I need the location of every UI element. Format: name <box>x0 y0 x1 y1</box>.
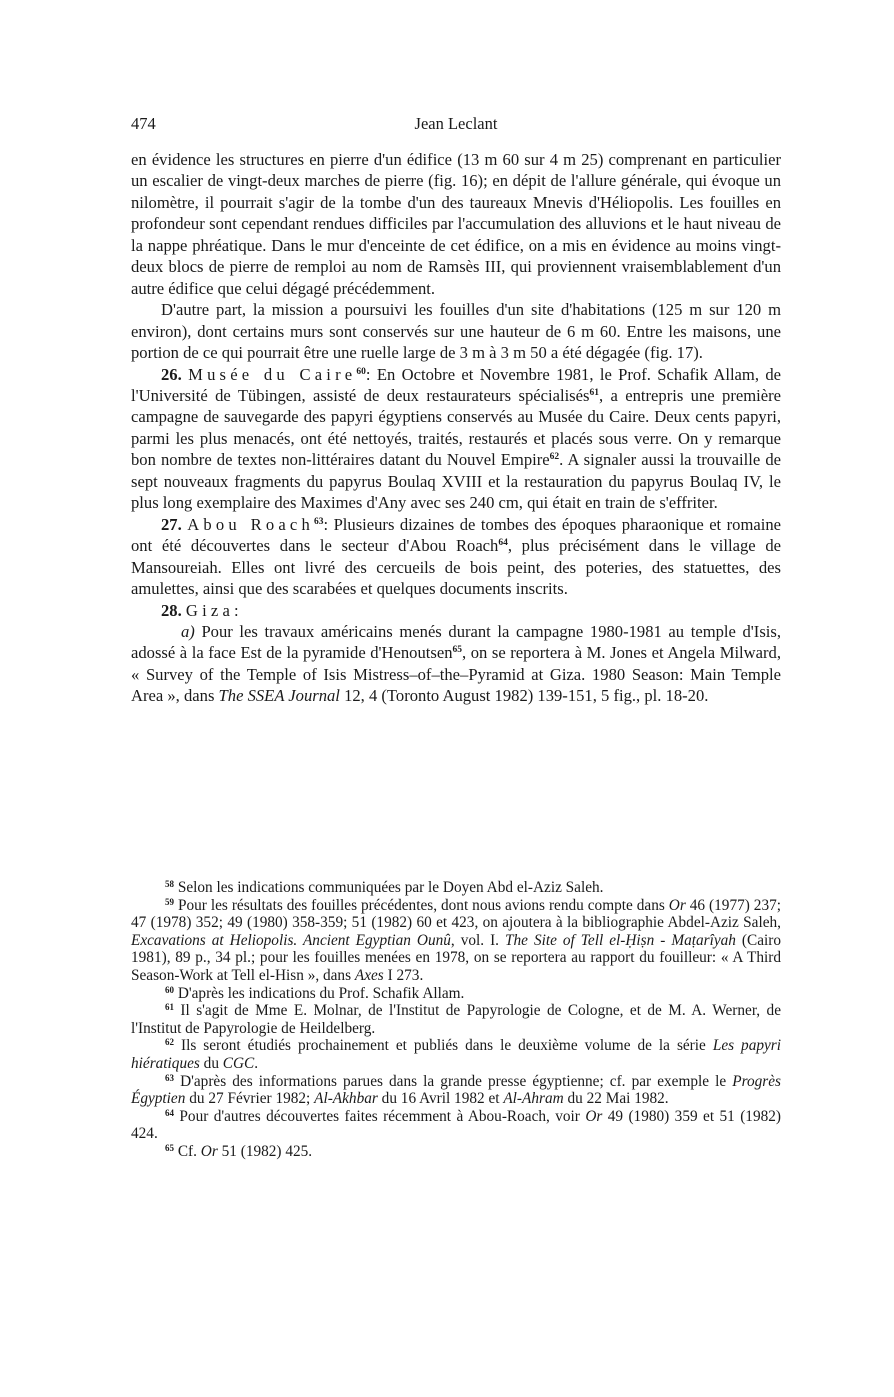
footnotes <box>131 879 781 1161</box>
section-28 <box>131 600 781 621</box>
footnote-ref[interactable]: 60 <box>356 366 366 377</box>
journal-title: The SSEA Journal <box>218 686 340 706</box>
running-header <box>131 114 781 136</box>
footnote-number: 59 <box>165 896 174 907</box>
footnote-61 <box>131 1002 781 1037</box>
footnote-text: , vol. I. <box>450 931 506 949</box>
footnote-65 <box>131 1143 781 1161</box>
footnote-number: 62 <box>165 1037 174 1048</box>
footnote-ref[interactable]: 62 <box>549 452 560 463</box>
footnote-text: D'après les indications du Prof. Schafik Allam. <box>174 984 465 1002</box>
footnote-ref[interactable]: 61 <box>589 387 599 398</box>
footnote-64 <box>131 1108 781 1143</box>
footnote-text: Il s'agit de Mme E. Molnar, de l'Institut de Papyrologie de Cologne, et de M. A. Werner, de l'Institut de Papyrologie de Heildelberg. <box>131 1002 781 1037</box>
footnote-ref[interactable]: 65 <box>452 645 463 656</box>
footnote-ref[interactable]: 63 <box>313 516 324 527</box>
footnote-58 <box>131 879 781 897</box>
journal-abbrev: Axes <box>354 966 384 984</box>
footnote-ref[interactable]: 64 <box>498 538 508 549</box>
footnote-text: du <box>199 1054 223 1072</box>
running-head-author: Jean Leclant <box>414 114 498 133</box>
footnote-59 <box>131 897 781 985</box>
section-text: : En Octobre et Novembre 1981, le Prof. Schafik Allam, de l'Université de Tübingen, assisté de deux restaurateurs spécialisés <box>131 364 781 405</box>
main-text <box>131 149 781 707</box>
footnote-text: 49 (1980) 359 et 51 (1982) 424. <box>131 1107 781 1143</box>
section-text: , on se reportera à M. Jones et Angela Milward, « Survey of the Temple of Isis Mistress–of–the–Pyramid at Giza. 1980 Season: Main Temple Area », dans <box>131 643 781 706</box>
footnote-number: 60 <box>165 984 174 995</box>
footnote-text: Cf. <box>174 1142 201 1160</box>
journal-abbrev: Or <box>668 896 686 914</box>
footnote-text: Pour les résultats des fouilles précédentes, dont nous avions rendu compte dans <box>174 896 669 914</box>
newspaper-title: Progrès Égyptien <box>131 1072 781 1108</box>
series-title: Les papyri hiératiques <box>131 1037 781 1072</box>
section-text: . A signaler aussi la trouvaille de sept nouveaux fragments du papyrus Boulaq XVIII et la restauration du papyrus Boulaq IV, le plus long exemplaire des Maximes d'Any avec ses 240 cm, qui était en train de s'effriter. <box>131 450 781 513</box>
section-number: 27. <box>161 514 182 534</box>
paragraph-continuation: en évidence les structures en pierre d'un édifice (13 m 60 sur 4 m 25) comprenant en particulier un escalier de vingt-deux marches de pierre (fig. 16); en dépit de l'allure générale, qui évoque un nilomètre, il pourrait s'agir de la tombe d'un des taureaux Mnevis d'Héliopolis. Les fouilles en profondeur sont cependant rendues difficiles par l'accumulation des alluvions et le haut niveau de la nappe phréatique. Dans le mur d'enceinte de cet édifice, on a mis en évidence au moins vingt-deux blocs de pierre de remploi au nom de Ramsès III, qui proviennent vraisemblablement d'un autre édifice que celui dégagé précédemment. <box>131 150 781 298</box>
subsection-label: a) <box>181 621 195 641</box>
footnote-text: 51 (1982) 425. <box>217 1142 313 1160</box>
footnote-text: I 273. <box>383 966 424 984</box>
footnote-text: Selon les indications communiquées par le Doyen Abd el-Aziz Saleh. <box>174 879 604 896</box>
section-number: 26. <box>161 364 182 384</box>
paragraph-habitations: D'autre part, la mission a poursuivi les fouilles d'un site d'habitations (125 m sur 120 m environ), dont certains murs sont conservés sur une hauteur de 6 m 60. Entre les maisons, une portion de ce qui pourrait être une ruelle large de 3 m à 3 m 50 a été dégagée (fig. 17). <box>131 300 781 363</box>
section-text: Pour les travaux américains menés durant la campagne 1980-1981 au temple d'Isis, adossé à la face Est de la pyramide d'Henoutsen <box>131 621 781 663</box>
footnote-number: 65 <box>165 1142 174 1153</box>
newspaper-title: Al-Akhbar <box>314 1090 378 1108</box>
section-28a <box>131 621 781 707</box>
book-title: Excavations at Heliopolis. Ancient Egyptian Ounû <box>131 931 451 949</box>
footnote-text: du 27 Février 1982; <box>185 1090 315 1108</box>
page-number: 474 <box>131 114 156 133</box>
footnote-63 <box>131 1073 781 1108</box>
section-27 <box>131 514 781 600</box>
newspaper-title: Al-Ahram <box>503 1090 564 1108</box>
footnote-text: du 16 Avril 1982 et <box>377 1090 504 1108</box>
footnote-text: du 22 Mai 1982. <box>563 1090 669 1108</box>
section-text: 12, 4 (Toronto August 1982) 139-151, 5 fig., pl. 18-20. <box>339 686 709 706</box>
section-text: , a entrepris une première campagne de sauvegarde des papyri égyptiens conservés au Musée du Caire. Deux cents papyri, parmi les plus menacés, ont été nettoyés, traités, restaurés et placés sous verre. On y remarque bon nombre de textes non-littéraires datant du Nouvel Empire <box>131 385 781 470</box>
footnote-text: 46 (1977) 237; 47 (1978) 352; 49 (1980) 358-359; 51 (1982) 60 et 423, on ajoutera à la bibliographie Abdel-Aziz Saleh, <box>131 896 782 932</box>
footnote-text: D'après des informations parues dans la grande presse égyptienne; cf. par exemple le <box>174 1072 733 1090</box>
section-text: : Plusieurs dizaines de tombes des époques pharaonique et romaine ont été découvertes dans le secteur d'Abou Roach <box>131 514 782 556</box>
section-26 <box>131 364 781 514</box>
section-number: 28. <box>161 600 182 620</box>
journal-abbrev: Or <box>200 1142 218 1160</box>
series-abbrev: CGC <box>222 1054 255 1072</box>
section-title: Giza <box>185 600 235 620</box>
journal-abbrev: Or <box>585 1107 603 1125</box>
footnote-number: 58 <box>165 879 174 889</box>
book-title: The Site of Tell el-Ḥiṣn - Maṭarîyah <box>505 931 736 949</box>
footnote-62 <box>131 1037 781 1072</box>
section-colon: : <box>234 600 239 620</box>
footnote-text: Ils seront étudiés prochainement et publiés dans le deuxième volume de la série <box>174 1037 713 1055</box>
section-title: Abou Roach <box>187 514 314 534</box>
footnote-text: . <box>254 1054 259 1072</box>
footnote-number: 63 <box>165 1072 174 1083</box>
footnote-number: 64 <box>165 1107 174 1118</box>
section-text: , plus précisément dans le village de Mansoureiah. Elles ont livré des cercueils de bois peint, des poteries, des statuettes, des amulettes, ainsi que des scarabées et quelques documents inscrits. <box>131 536 781 599</box>
footnote-number: 61 <box>165 1002 174 1013</box>
footnote-60 <box>131 985 781 1003</box>
section-title: Musée du Caire <box>188 364 357 384</box>
footnote-text: (Cairo 1981), 89 p., 34 pl.; pour les fouilles menées en 1978, on se reportera au rapport du fouilleur: « A Third Season-Work at Tell el-Hisn », dans <box>131 931 782 984</box>
footnote-text: Pour d'autres découvertes faites récemment à Abou-Roach, voir <box>174 1107 586 1125</box>
